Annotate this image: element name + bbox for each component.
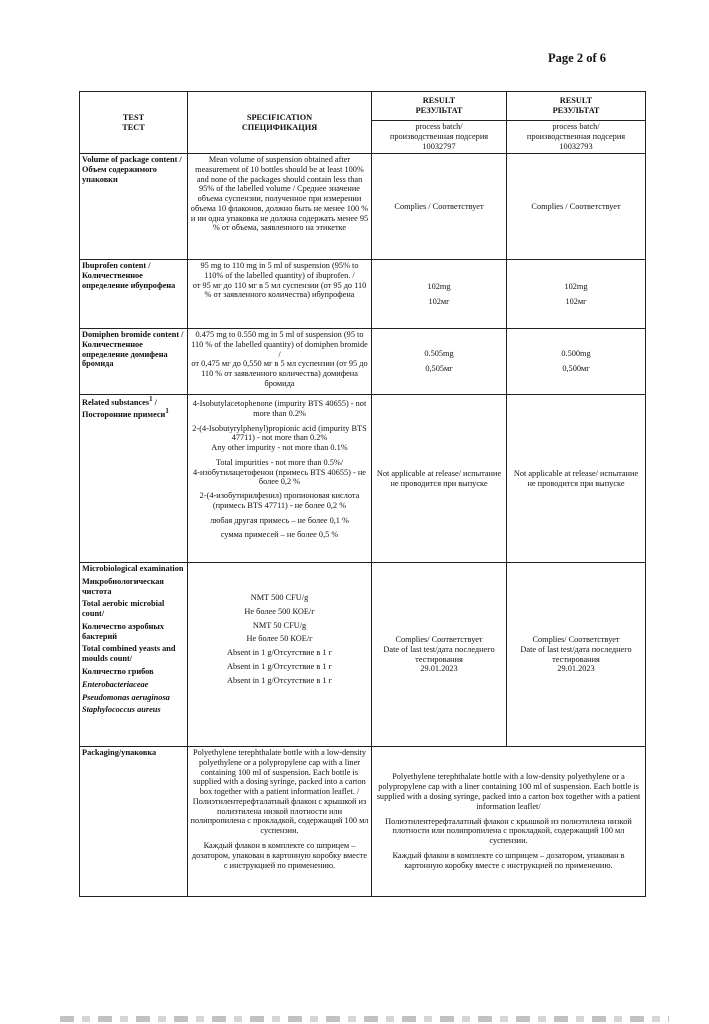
test-label-en: Related substances: [82, 397, 150, 407]
spec-line: 4-Isobutylacetophenone (impurity BTS 40655) - not more than 0.2%: [192, 399, 367, 418]
test-microbiological: [80, 563, 188, 747]
batch-1: process batch/ производственная подсерия 10032797: [372, 121, 507, 154]
micro-test-label: Total aerobic microbial count/: [82, 599, 165, 619]
test-results-table: [79, 91, 646, 897]
spec-domiphen: [188, 329, 372, 395]
spec-ibuprofen: [188, 260, 372, 329]
header-row: [80, 92, 646, 121]
result-2-related-substances: Not applicable at release/ испытание не проводится при выпуске: [507, 395, 646, 563]
spec-line: Total impurities - not more than 0.5%/: [215, 457, 344, 467]
row-volume: [80, 154, 646, 260]
spec-line: NMT 500 CFU/g: [250, 593, 309, 602]
spec-domiphen-ru: от 0,475 мг до 0,550 мг в 5 мл суспензии (от 95 до 110 % от заявленного количества) домифена бромида: [191, 359, 368, 388]
row-microbiological: [80, 563, 646, 747]
spec-line: 2-(4-изобутирилфенил) пропионовая кислота (примесь BTS 47711) - не более 0,2 %: [199, 491, 360, 511]
spec-microbiological: [188, 563, 372, 747]
header-test: TEST ТЕСТ: [80, 92, 188, 154]
result-packaging: [372, 747, 646, 897]
test-domiphen: Domiphen bromide content / Количественное определение домифена бромида: [80, 329, 188, 395]
micro-test-label: Staphylococcus aureus: [82, 705, 161, 715]
result-value: 102мг: [565, 296, 587, 306]
test-related-substances: [80, 395, 188, 563]
result-line: Каждый флакон в комплекте со шприцем – дозатором, упакован в картонную коробку вместе с инструкцией по применению.: [392, 850, 625, 870]
spec-line: Absent in 1 g/Отсутствие в 1 г: [227, 648, 332, 658]
micro-test-label: Pseudomonas aeruginosa: [82, 692, 170, 702]
spec-line: Polyethylene terephthalate bottle with a low-density polyethylene or a polypropylene cap with a liner containing 100 ml of suspension. Each bottle is supplied with a dosing syringe, packed into a carton box together with a patient information leaflet. /: [192, 748, 367, 797]
micro-test-label: Количество аэробных бактерий: [82, 621, 164, 641]
result-2-microbiological: Complies/ Соответствует Date of last test/дата последнего тестирования 29.01.2023: [507, 563, 646, 747]
row-domiphen: [80, 329, 646, 395]
test-volume: Volume of package content / Объем содержимого упаковки: [80, 154, 188, 260]
test-ibuprofen: Ibuprofen content / Количественное определение ибупрофена: [80, 260, 188, 329]
header-specification: SPECIFICATION СПЕЦИФИКАЦИЯ: [188, 92, 372, 154]
result-1-microbiological: Complies/ Соответствует Date of last test/дата последнего тестирования 29.01.2023: [372, 563, 507, 747]
result-2-ibuprofen: [507, 260, 646, 329]
spec-line: сумма примесей – не более 0,5 %: [220, 529, 339, 539]
footnote-marker: 1: [149, 396, 153, 403]
header-result-1: RESULT РЕЗУЛЬТАТ: [372, 92, 507, 121]
footnote-marker: 1: [165, 407, 169, 415]
result-value: 0.505mg: [424, 349, 454, 359]
result-line: Polyethylene terephthalate bottle with a low-density polyethylene or a polypropylene cap with a liner containing 100 ml of suspension. Each bottle is supplied with a dosing syringe, packed into a carton box together with a patient information leaflet/: [376, 772, 641, 811]
spec-ibuprofen-ru: от 95 мг до 110 мг в 5 мл суспензии (от 95 до 110 % от заявленного количества) ибупрофена: [192, 280, 367, 300]
result-2-domiphen: [507, 329, 646, 395]
scan-artifact-line: [60, 1016, 669, 1022]
spec-line: NMT 50 CFU/g: [252, 620, 307, 630]
result-1-ibuprofen: [372, 260, 507, 329]
micro-test-label: Total combined yeasts and moulds count/: [82, 644, 176, 664]
result-line: Полиэтилентерефталатный флакон с крышкой из полиэтилена низкой плотности или полипропилена с прокладкой, содержащий 100 мл суспензии.: [385, 816, 632, 846]
spec-line: Any other impurity - not more than 0.1%: [211, 443, 348, 453]
micro-test-label: Microbiological examination: [82, 564, 184, 573]
batch-2: process batch/ производственная подсерия 10032793: [507, 121, 646, 154]
test-packaging: Packaging/упаковка: [80, 747, 188, 897]
spec-related-substances: [188, 395, 372, 563]
micro-test-label: Микробиологическая чистота: [82, 576, 164, 596]
result-1-domiphen: [372, 329, 507, 395]
row-packaging: [80, 747, 646, 897]
result-1-volume: Complies / Соответствует: [372, 154, 507, 260]
spec-line: Absent in 1 g/Отсутствие в 1 г: [227, 661, 332, 671]
micro-test-label: Enterobacteriaceae: [82, 679, 149, 689]
spec-line: 4-изобутилацетофенон (примесь BTS 40655) - не более 0,2 %: [193, 467, 366, 487]
spec-line: Absent in 1 g/Отсутствие в 1 г: [227, 675, 332, 685]
result-value: 0.500mg: [561, 349, 591, 359]
result-1-related-substances: Not applicable at release/ испытание не проводится при выпуске: [372, 395, 507, 563]
spec-domiphen-en: 0.475 mg to 0.550 mg in 5 ml of suspension (95 to 110 % of the labelled quantity) of domiphen bromide /: [191, 330, 368, 359]
spec-line: Не более 50 КОЕ/г: [246, 634, 313, 644]
result-value: 102mg: [427, 281, 451, 291]
spec-ibuprofen-en: 95 mg to 110 mg in 5 ml of suspension (95% to 110% of the labelled quantity) of ibuprofen. /: [200, 261, 359, 280]
header-result-2: RESULT РЕЗУЛЬТАТ: [507, 92, 646, 121]
result-value: 102мг: [428, 296, 450, 306]
result-2-volume: Complies / Соответствует: [507, 154, 646, 260]
spec-packaging: [188, 747, 372, 897]
spec-line: Каждый флакон в комплекте со шприцем – дозатором, упакован в картонную коробку вместе с инструкцией по применению.: [191, 841, 368, 870]
result-value: 102mg: [564, 281, 588, 291]
page-number: Page 2 of 6: [548, 51, 606, 65]
micro-test-label: Количество грибов: [82, 667, 154, 677]
spec-volume: Mean volume of suspension obtained after measurement of 10 bottles should be at least 100% and none of the packages should contain less than 95% of the labelled volume / Среднее значение объема суспензии, полученное при измерении объема 10 флаконов, должно быть не менее 100 % и ни одна упаковка не должна содержать менее 95 % от объема, заявленного на этикетке: [188, 154, 372, 260]
spec-line: Полиэтилентерефталатный флакон с крышкой из полиэтилена низкой плотности или полипропилена с прокладкой, содержащий 100 мл суспензии.: [190, 796, 369, 836]
spec-line: Не более 500 КОЕ/г: [244, 606, 315, 616]
result-value: 0,505мг: [425, 364, 453, 373]
spec-line: 2-(4-Isobutyrylphenyl)propionic acid (impurity BTS 47711) - not more than 0.2%: [192, 423, 367, 443]
test-label-ru: / Посторонние примеси: [82, 397, 166, 419]
row-ibuprofen: [80, 260, 646, 329]
spec-line: любая другая примесь – не более 0,1 %: [210, 515, 349, 525]
result-value: 0,500мг: [562, 364, 590, 373]
row-related-substances: [80, 395, 646, 563]
